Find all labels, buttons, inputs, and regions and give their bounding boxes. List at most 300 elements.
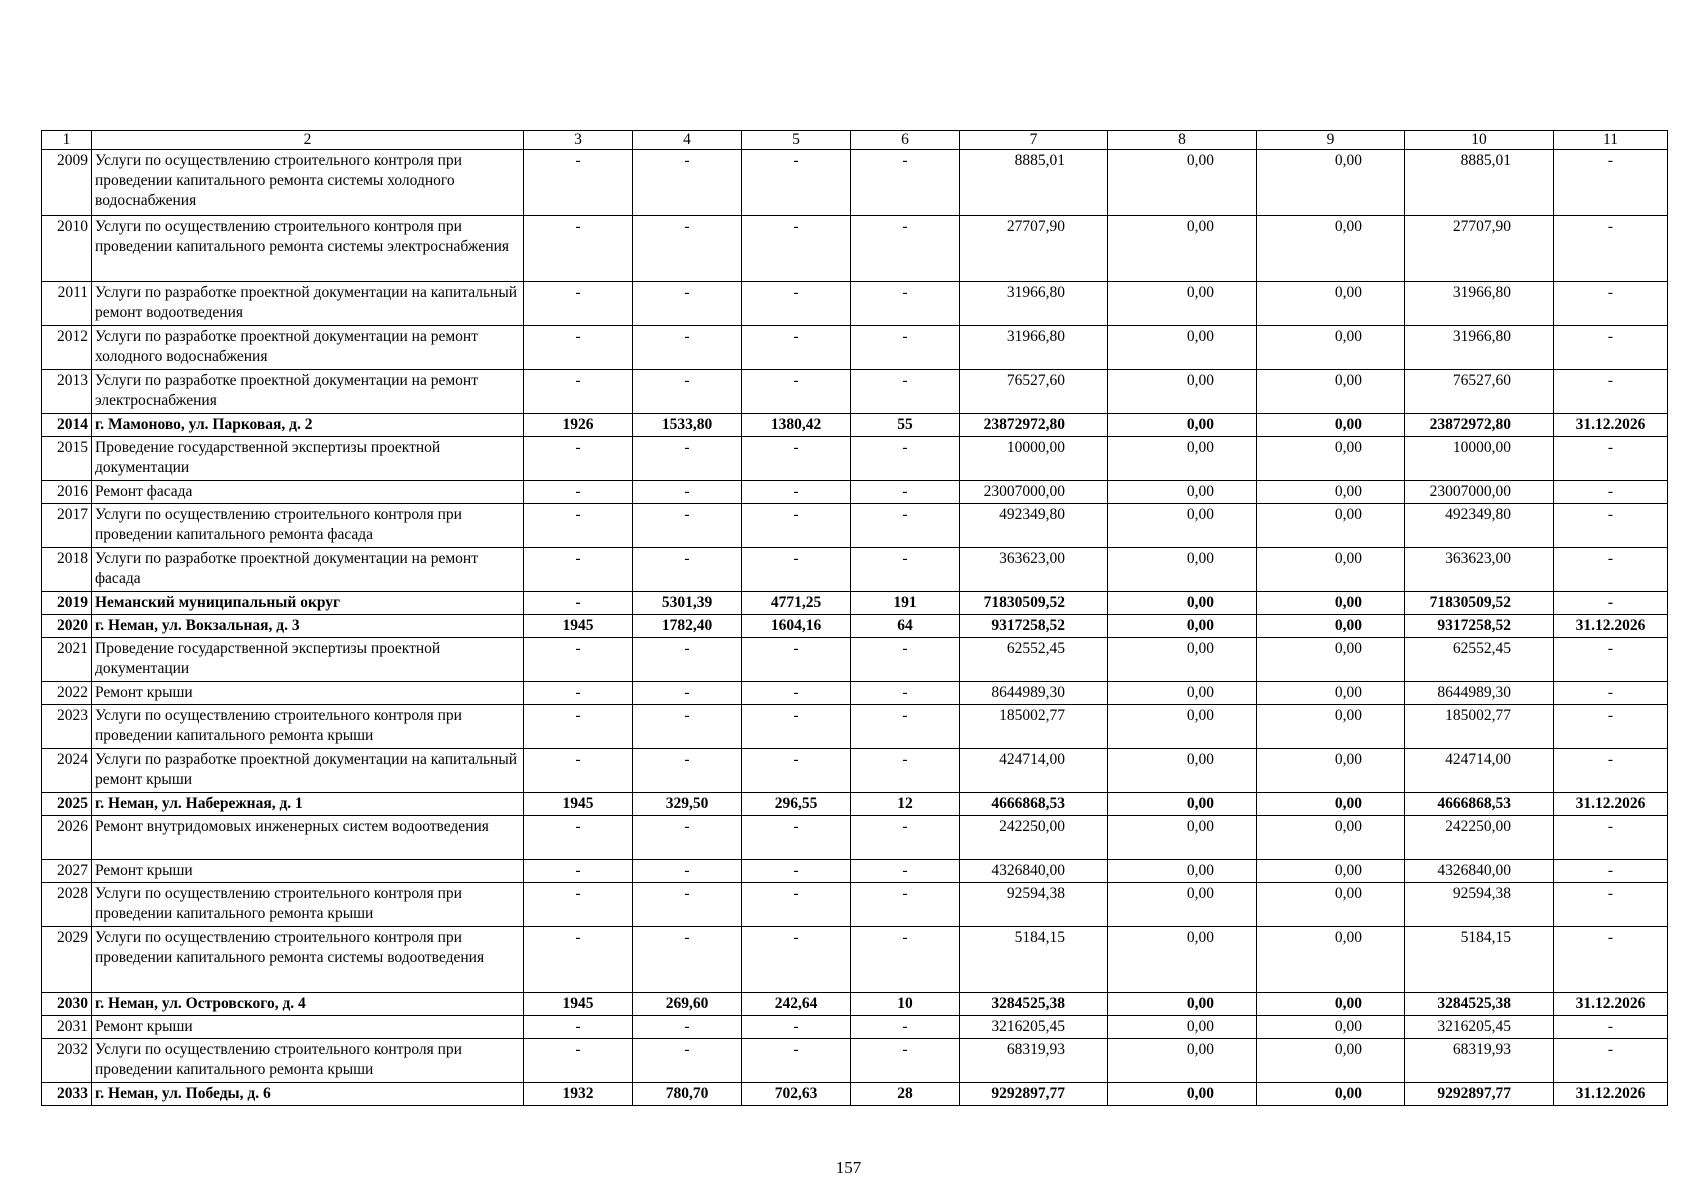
data-table <box>41 130 1668 1106</box>
table-row <box>42 1083 1668 1106</box>
residents-cell: - <box>851 370 960 414</box>
total-cost-cell: 23007000,00 <box>960 481 1108 504</box>
total-area-cell: - <box>633 883 742 927</box>
row-number-cell: 2024 <box>42 749 92 793</box>
table-row <box>42 216 1668 282</box>
cost-col-10-cell: 23872972,80 <box>1405 414 1554 437</box>
cost-col-8-cell: 0,00 <box>1108 993 1257 1016</box>
cost-col-10-cell: 9317258,52 <box>1405 615 1554 638</box>
page-number: 157 <box>835 1158 862 1177</box>
work-description-cell: Услуги по разработке проектной документации на капитальный ремонт крыши <box>92 749 524 793</box>
total-area-cell: 1533,80 <box>633 414 742 437</box>
total-cost-cell: 3216205,45 <box>960 1016 1108 1039</box>
table-row <box>42 326 1668 370</box>
residents-cell: - <box>851 1039 960 1083</box>
column-header: 7 <box>960 131 1108 150</box>
deadline-cell: - <box>1554 816 1668 860</box>
year-built-cell: - <box>524 216 633 282</box>
total-cost-cell: 3284525,38 <box>960 993 1108 1016</box>
residents-cell: - <box>851 816 960 860</box>
living-area-cell: - <box>742 883 851 927</box>
year-built-cell: - <box>524 592 633 615</box>
living-area-cell: 242,64 <box>742 993 851 1016</box>
work-description-cell: Услуги по осуществлению строительного контроля при проведении капитального ремонта системы холодного водоснабжения <box>92 150 524 216</box>
row-number-cell: 2026 <box>42 816 92 860</box>
total-area-cell: - <box>633 638 742 682</box>
work-description-cell: Ремонт крыши <box>92 1016 524 1039</box>
total-area-cell: - <box>633 216 742 282</box>
cost-col-9-cell: 0,00 <box>1257 749 1405 793</box>
table-row <box>42 592 1668 615</box>
table-row <box>42 150 1668 216</box>
cost-col-9-cell: 0,00 <box>1257 481 1405 504</box>
work-description-cell: Услуги по осуществлению строительного контроля при проведении капитального ремонта системы электроснабжения <box>92 216 524 282</box>
table-row <box>42 705 1668 749</box>
year-built-cell: - <box>524 326 633 370</box>
residents-cell: - <box>851 927 960 993</box>
total-area-cell: - <box>633 749 742 793</box>
total-area-cell: - <box>633 504 742 548</box>
residents-cell: - <box>851 1016 960 1039</box>
row-number-cell: 2016 <box>42 481 92 504</box>
cost-col-8-cell: 0,00 <box>1108 705 1257 749</box>
deadline-cell: - <box>1554 437 1668 481</box>
table-row <box>42 282 1668 326</box>
row-number-cell: 2023 <box>42 705 92 749</box>
living-area-cell: - <box>742 370 851 414</box>
total-cost-cell: 31966,80 <box>960 326 1108 370</box>
total-area-cell: 1782,40 <box>633 615 742 638</box>
living-area-cell: - <box>742 1016 851 1039</box>
year-built-cell: 1932 <box>524 1083 633 1106</box>
row-number-cell: 2018 <box>42 548 92 592</box>
living-area-cell: - <box>742 481 851 504</box>
table-row <box>42 860 1668 883</box>
cost-col-9-cell: 0,00 <box>1257 150 1405 216</box>
work-description-cell: Услуги по осуществлению строительного контроля при проведении капитального ремонта крыши <box>92 883 524 927</box>
cost-col-9-cell: 0,00 <box>1257 638 1405 682</box>
residents-cell: 191 <box>851 592 960 615</box>
table-row <box>42 548 1668 592</box>
work-description-cell: Проведение государственной экспертизы проектной документации <box>92 638 524 682</box>
total-cost-cell: 8885,01 <box>960 150 1108 216</box>
cost-col-10-cell: 3284525,38 <box>1405 993 1554 1016</box>
cost-col-10-cell: 31966,80 <box>1405 326 1554 370</box>
cost-col-9-cell: 0,00 <box>1257 326 1405 370</box>
residents-cell: 12 <box>851 793 960 816</box>
cost-col-8-cell: 0,00 <box>1108 282 1257 326</box>
deadline-cell: - <box>1554 216 1668 282</box>
row-number-cell: 2015 <box>42 437 92 481</box>
column-header: 5 <box>742 131 851 150</box>
row-number-cell: 2032 <box>42 1039 92 1083</box>
table-row <box>42 793 1668 816</box>
total-cost-cell: 9317258,52 <box>960 615 1108 638</box>
residents-cell: - <box>851 216 960 282</box>
table-row <box>42 927 1668 993</box>
work-description-cell: Услуги по разработке проектной документации на капитальный ремонт водоотведения <box>92 282 524 326</box>
deadline-cell: - <box>1554 682 1668 705</box>
deadline-cell: - <box>1554 1016 1668 1039</box>
cost-col-9-cell: 0,00 <box>1257 816 1405 860</box>
deadline-cell: - <box>1554 504 1668 548</box>
deadline-cell: - <box>1554 1039 1668 1083</box>
year-built-cell: 1945 <box>524 993 633 1016</box>
work-description-cell: г. Неман, ул. Победы, д. 6 <box>92 1083 524 1106</box>
table-row <box>42 993 1668 1016</box>
total-area-cell: - <box>633 326 742 370</box>
cost-col-8-cell: 0,00 <box>1108 592 1257 615</box>
year-built-cell: 1926 <box>524 414 633 437</box>
total-area-cell: - <box>633 481 742 504</box>
cost-col-8-cell: 0,00 <box>1108 150 1257 216</box>
cost-col-9-cell: 0,00 <box>1257 883 1405 927</box>
work-description-cell: г. Неман, ул. Набережная, д. 1 <box>92 793 524 816</box>
cost-col-10-cell: 68319,93 <box>1405 1039 1554 1083</box>
residents-cell: 10 <box>851 993 960 1016</box>
living-area-cell: - <box>742 437 851 481</box>
living-area-cell: - <box>742 927 851 993</box>
year-built-cell: - <box>524 150 633 216</box>
table-row <box>42 816 1668 860</box>
cost-col-10-cell: 76527,60 <box>1405 370 1554 414</box>
row-number-cell: 2009 <box>42 150 92 216</box>
cost-col-10-cell: 8885,01 <box>1405 150 1554 216</box>
table-row <box>42 682 1668 705</box>
year-built-cell: - <box>524 883 633 927</box>
cost-col-10-cell: 62552,45 <box>1405 638 1554 682</box>
residents-cell: 28 <box>851 1083 960 1106</box>
deadline-cell: - <box>1554 705 1668 749</box>
row-number-cell: 2013 <box>42 370 92 414</box>
year-built-cell: - <box>524 749 633 793</box>
year-built-cell: - <box>524 1016 633 1039</box>
cost-col-8-cell: 0,00 <box>1108 370 1257 414</box>
total-cost-cell: 8644989,30 <box>960 682 1108 705</box>
residents-cell: 64 <box>851 615 960 638</box>
total-cost-cell: 92594,38 <box>960 883 1108 927</box>
row-number-cell: 2019 <box>42 592 92 615</box>
cost-col-10-cell: 242250,00 <box>1405 816 1554 860</box>
cost-col-8-cell: 0,00 <box>1108 793 1257 816</box>
table-row <box>42 1039 1668 1083</box>
cost-col-9-cell: 0,00 <box>1257 414 1405 437</box>
cost-col-8-cell: 0,00 <box>1108 548 1257 592</box>
column-header: 11 <box>1554 131 1668 150</box>
total-area-cell: - <box>633 1016 742 1039</box>
table-row <box>42 1016 1668 1039</box>
residents-cell: - <box>851 437 960 481</box>
residents-cell: - <box>851 682 960 705</box>
deadline-cell: - <box>1554 860 1668 883</box>
column-header: 1 <box>42 131 92 150</box>
column-header: 10 <box>1405 131 1554 150</box>
row-number-cell: 2022 <box>42 682 92 705</box>
row-number-cell: 2020 <box>42 615 92 638</box>
total-area-cell: - <box>633 682 742 705</box>
row-number-cell: 2028 <box>42 883 92 927</box>
residents-cell: - <box>851 326 960 370</box>
cost-col-8-cell: 0,00 <box>1108 860 1257 883</box>
deadline-cell: 31.12.2026 <box>1554 993 1668 1016</box>
living-area-cell: 1604,16 <box>742 615 851 638</box>
cost-col-10-cell: 4666868,53 <box>1405 793 1554 816</box>
cost-col-8-cell: 0,00 <box>1108 816 1257 860</box>
cost-col-8-cell: 0,00 <box>1108 1083 1257 1106</box>
total-area-cell: 269,60 <box>633 993 742 1016</box>
cost-col-9-cell: 0,00 <box>1257 370 1405 414</box>
cost-col-9-cell: 0,00 <box>1257 682 1405 705</box>
year-built-cell: - <box>524 638 633 682</box>
year-built-cell: - <box>524 705 633 749</box>
cost-col-10-cell: 4326840,00 <box>1405 860 1554 883</box>
cost-col-9-cell: 0,00 <box>1257 705 1405 749</box>
total-area-cell: 780,70 <box>633 1083 742 1106</box>
residents-cell: - <box>851 705 960 749</box>
deadline-cell: - <box>1554 150 1668 216</box>
cost-col-9-cell: 0,00 <box>1257 282 1405 326</box>
table-row <box>42 370 1668 414</box>
cost-col-10-cell: 27707,90 <box>1405 216 1554 282</box>
row-number-cell: 2030 <box>42 993 92 1016</box>
row-number-cell: 2029 <box>42 927 92 993</box>
work-description-cell: Услуги по разработке проектной документации на ремонт фасада <box>92 548 524 592</box>
deadline-cell: 31.12.2026 <box>1554 793 1668 816</box>
total-cost-cell: 4326840,00 <box>960 860 1108 883</box>
total-area-cell: 329,50 <box>633 793 742 816</box>
row-number-cell: 2010 <box>42 216 92 282</box>
year-built-cell: - <box>524 282 633 326</box>
cost-col-8-cell: 0,00 <box>1108 216 1257 282</box>
total-area-cell: 5301,39 <box>633 592 742 615</box>
row-number-cell: 2031 <box>42 1016 92 1039</box>
cost-col-10-cell: 185002,77 <box>1405 705 1554 749</box>
cost-col-8-cell: 0,00 <box>1108 615 1257 638</box>
deadline-cell: - <box>1554 370 1668 414</box>
cost-col-10-cell: 31966,80 <box>1405 282 1554 326</box>
row-number-cell: 2027 <box>42 860 92 883</box>
cost-col-8-cell: 0,00 <box>1108 504 1257 548</box>
cost-col-9-cell: 0,00 <box>1257 615 1405 638</box>
table-row <box>42 883 1668 927</box>
deadline-cell: - <box>1554 883 1668 927</box>
row-number-cell: 2011 <box>42 282 92 326</box>
living-area-cell: - <box>742 860 851 883</box>
work-description-cell: Услуги по осуществлению строительного контроля при проведении капитального ремонта крыши <box>92 1039 524 1083</box>
table-row <box>42 414 1668 437</box>
cost-col-8-cell: 0,00 <box>1108 481 1257 504</box>
cost-col-10-cell: 424714,00 <box>1405 749 1554 793</box>
living-area-cell: 702,63 <box>742 1083 851 1106</box>
residents-cell: - <box>851 548 960 592</box>
cost-col-9-cell: 0,00 <box>1257 592 1405 615</box>
total-cost-cell: 62552,45 <box>960 638 1108 682</box>
work-description-cell: г. Неман, ул. Вокзальная, д. 3 <box>92 615 524 638</box>
total-area-cell: - <box>633 548 742 592</box>
column-header: 3 <box>524 131 633 150</box>
work-description-cell: Услуги по осуществлению строительного контроля при проведении капитального ремонта системы водоотведения <box>92 927 524 993</box>
total-cost-cell: 424714,00 <box>960 749 1108 793</box>
column-header: 4 <box>633 131 742 150</box>
residents-cell: - <box>851 860 960 883</box>
row-number-cell: 2017 <box>42 504 92 548</box>
column-header: 6 <box>851 131 960 150</box>
cost-col-8-cell: 0,00 <box>1108 749 1257 793</box>
living-area-cell: - <box>742 504 851 548</box>
work-description-cell: г. Мамоново, ул. Парковая, д. 2 <box>92 414 524 437</box>
cost-col-9-cell: 0,00 <box>1257 927 1405 993</box>
total-area-cell: - <box>633 437 742 481</box>
year-built-cell: - <box>524 504 633 548</box>
cost-col-8-cell: 0,00 <box>1108 326 1257 370</box>
work-description-cell: Ремонт крыши <box>92 860 524 883</box>
total-cost-cell: 492349,80 <box>960 504 1108 548</box>
cost-col-10-cell: 10000,00 <box>1405 437 1554 481</box>
cost-col-10-cell: 23007000,00 <box>1405 481 1554 504</box>
living-area-cell: - <box>742 816 851 860</box>
total-cost-cell: 242250,00 <box>960 816 1108 860</box>
work-description-cell: Услуги по разработке проектной документации на ремонт электроснабжения <box>92 370 524 414</box>
year-built-cell: - <box>524 816 633 860</box>
total-area-cell: - <box>633 370 742 414</box>
total-cost-cell: 4666868,53 <box>960 793 1108 816</box>
cost-col-10-cell: 9292897,77 <box>1405 1083 1554 1106</box>
living-area-cell: 296,55 <box>742 793 851 816</box>
total-cost-cell: 27707,90 <box>960 216 1108 282</box>
total-area-cell: - <box>633 1039 742 1083</box>
work-description-cell: Ремонт внутридомовых инженерных систем водоотведения <box>92 816 524 860</box>
table-row <box>42 638 1668 682</box>
cost-col-10-cell: 3216205,45 <box>1405 1016 1554 1039</box>
deadline-cell: 31.12.2026 <box>1554 615 1668 638</box>
cost-col-9-cell: 0,00 <box>1257 216 1405 282</box>
cost-col-8-cell: 0,00 <box>1108 1039 1257 1083</box>
year-built-cell: 1945 <box>524 615 633 638</box>
total-cost-cell: 68319,93 <box>960 1039 1108 1083</box>
living-area-cell: - <box>742 282 851 326</box>
total-area-cell: - <box>633 927 742 993</box>
living-area-cell: - <box>742 1039 851 1083</box>
year-built-cell: - <box>524 1039 633 1083</box>
living-area-cell: - <box>742 216 851 282</box>
deadline-cell: - <box>1554 282 1668 326</box>
cost-col-9-cell: 0,00 <box>1257 504 1405 548</box>
cost-col-9-cell: 0,00 <box>1257 437 1405 481</box>
residents-cell: 55 <box>851 414 960 437</box>
total-cost-cell: 23872972,80 <box>960 414 1108 437</box>
column-header: 9 <box>1257 131 1405 150</box>
deadline-cell: - <box>1554 638 1668 682</box>
deadline-cell: 31.12.2026 <box>1554 1083 1668 1106</box>
total-cost-cell: 5184,15 <box>960 927 1108 993</box>
living-area-cell: 1380,42 <box>742 414 851 437</box>
total-area-cell: - <box>633 860 742 883</box>
total-cost-cell: 185002,77 <box>960 705 1108 749</box>
cost-col-8-cell: 0,00 <box>1108 437 1257 481</box>
cost-col-8-cell: 0,00 <box>1108 414 1257 437</box>
row-number-cell: 2012 <box>42 326 92 370</box>
work-description-cell: Услуги по осуществлению строительного контроля при проведении капитального ремонта крыши <box>92 705 524 749</box>
residents-cell: - <box>851 282 960 326</box>
year-built-cell: - <box>524 437 633 481</box>
residents-cell: - <box>851 883 960 927</box>
deadline-cell: - <box>1554 749 1668 793</box>
deadline-cell: - <box>1554 326 1668 370</box>
total-cost-cell: 9292897,77 <box>960 1083 1108 1106</box>
cost-col-9-cell: 0,00 <box>1257 1083 1405 1106</box>
cost-col-10-cell: 363623,00 <box>1405 548 1554 592</box>
work-description-cell: Проведение государственной экспертизы проектной документации <box>92 437 524 481</box>
work-description-cell: Услуги по осуществлению строительного контроля при проведении капитального ремонта фасада <box>92 504 524 548</box>
cost-col-10-cell: 92594,38 <box>1405 883 1554 927</box>
cost-col-9-cell: 0,00 <box>1257 793 1405 816</box>
living-area-cell: - <box>742 749 851 793</box>
living-area-cell: - <box>742 638 851 682</box>
cost-col-8-cell: 0,00 <box>1108 883 1257 927</box>
residents-cell: - <box>851 150 960 216</box>
residents-cell: - <box>851 481 960 504</box>
cost-col-10-cell: 492349,80 <box>1405 504 1554 548</box>
year-built-cell: - <box>524 370 633 414</box>
residents-cell: - <box>851 504 960 548</box>
residents-cell: - <box>851 749 960 793</box>
deadline-cell: - <box>1554 548 1668 592</box>
column-header: 2 <box>92 131 524 150</box>
deadline-cell: - <box>1554 592 1668 615</box>
year-built-cell: - <box>524 927 633 993</box>
total-cost-cell: 31966,80 <box>960 282 1108 326</box>
column-header: 8 <box>1108 131 1257 150</box>
total-area-cell: - <box>633 282 742 326</box>
work-description-cell: Ремонт крыши <box>92 682 524 705</box>
cost-col-9-cell: 0,00 <box>1257 548 1405 592</box>
living-area-cell: 4771,25 <box>742 592 851 615</box>
living-area-cell: - <box>742 150 851 216</box>
cost-col-9-cell: 0,00 <box>1257 993 1405 1016</box>
table-row <box>42 504 1668 548</box>
table-row <box>42 749 1668 793</box>
row-number-cell: 2025 <box>42 793 92 816</box>
living-area-cell: - <box>742 705 851 749</box>
deadline-cell: - <box>1554 481 1668 504</box>
year-built-cell: 1945 <box>524 793 633 816</box>
year-built-cell: - <box>524 682 633 705</box>
table-row <box>42 437 1668 481</box>
total-cost-cell: 363623,00 <box>960 548 1108 592</box>
cost-col-9-cell: 0,00 <box>1257 1039 1405 1083</box>
total-cost-cell: 71830509,52 <box>960 592 1108 615</box>
cost-col-8-cell: 0,00 <box>1108 638 1257 682</box>
total-cost-cell: 76527,60 <box>960 370 1108 414</box>
work-description-cell: Услуги по разработке проектной документации на ремонт холодного водоснабжения <box>92 326 524 370</box>
cost-col-10-cell: 5184,15 <box>1405 927 1554 993</box>
year-built-cell: - <box>524 860 633 883</box>
header-row <box>42 131 1668 150</box>
row-number-cell: 2021 <box>42 638 92 682</box>
work-description-cell: Ремонт фасада <box>92 481 524 504</box>
cost-col-10-cell: 8644989,30 <box>1405 682 1554 705</box>
living-area-cell: - <box>742 682 851 705</box>
deadline-cell: - <box>1554 927 1668 993</box>
year-built-cell: - <box>524 481 633 504</box>
row-number-cell: 2033 <box>42 1083 92 1106</box>
total-cost-cell: 10000,00 <box>960 437 1108 481</box>
living-area-cell: - <box>742 326 851 370</box>
row-number-cell: 2014 <box>42 414 92 437</box>
cost-col-8-cell: 0,00 <box>1108 682 1257 705</box>
total-area-cell: - <box>633 150 742 216</box>
total-area-cell: - <box>633 816 742 860</box>
